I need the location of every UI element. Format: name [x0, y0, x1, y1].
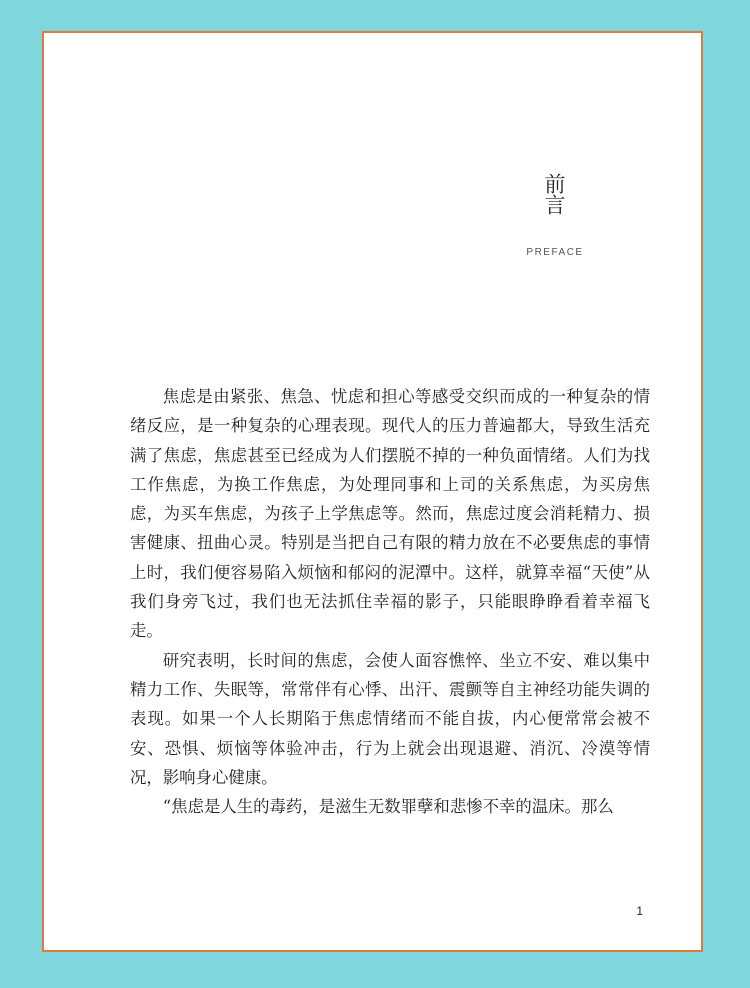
body-text: [130, 382, 650, 821]
page-heading-english: PREFACE: [526, 247, 584, 258]
paragraph: 焦虑是由紧张、焦急、忧虑和担心等感受交织而成的一种复杂的情绪反应，是一种复杂的心理表现。现代人的压力普遍都大，导致生活充满了焦虑，焦虑甚至已经成为人们摆脱不掉的一种负面情绪。人们为找工作焦虑，为换工作焦虑，为处理同事和上司的关系焦虑，为买房焦虑，为买车焦虑，为孩子上学焦虑等。然而，焦虑过度会消耗精力、损害健康、扭曲心灵。特别是当把自己有限的精力放在不必要焦虑的事情上时，我们便容易陷入烦恼和郁闷的泥潭中。这样，就算幸福“天使”从我们身旁飞过，我们也无法抓住幸福的影子，只能眼睁睁看着幸福飞走。: [130, 387, 650, 641]
page-number: 1: [636, 904, 643, 918]
page-heading: 前言: [542, 173, 566, 215]
paragraph: 研究表明，长时间的焦虑，会使人面容憔悴、坐立不安、难以集中精力工作、失眠等，常常伴有心悸、出汗、震颤等自主神经功能失调的表现。如果一个人长期陷于焦虑情绪而不能自拔，内心便常常会被不安、恐惧、烦恼等体验冲击，行为上就会出现退避、消沉、冷漠等情况，影响身心健康。: [130, 650, 650, 787]
book-page: [42, 31, 703, 952]
paragraph: “焦虑是人生的毒药，是滋生无数罪孽和悲惨不幸的温床。那么: [162, 797, 614, 817]
